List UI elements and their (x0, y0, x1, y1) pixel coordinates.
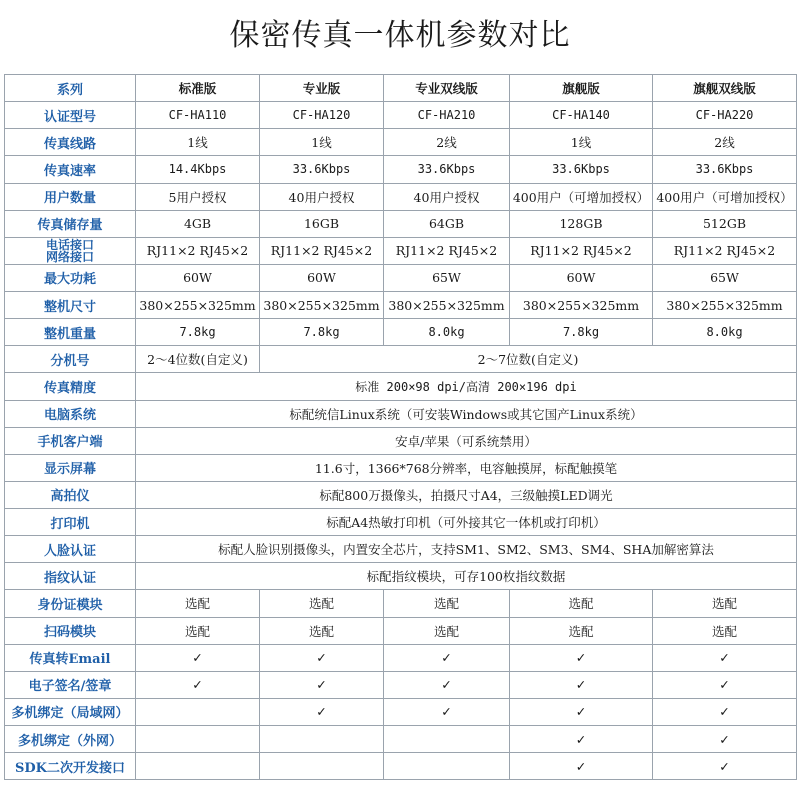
table-cell: 380×255×325mm (653, 292, 797, 319)
table-cell-merged: 2～7位数(自定义) (260, 346, 797, 373)
table-cell-merged: 标配A4热敏打印机（可外接其它一体机或打印机） (136, 509, 797, 536)
table-row (5, 319, 797, 346)
table-cell: RJ11×2 RJ45×2 (136, 237, 260, 264)
row-header-size: 整机尺寸 (5, 292, 136, 319)
table-cell: 380×255×325mm (260, 292, 384, 319)
row-header-sdk: SDK二次开发接口 (5, 753, 136, 780)
row-header-wan: 多机绑定（外网） (5, 726, 136, 753)
table-cell (260, 726, 384, 753)
table-row (5, 210, 797, 237)
table-row (5, 698, 797, 725)
table-cell: 选配 (510, 590, 653, 617)
row-header-finger: 指纹认证 (5, 563, 136, 590)
row-header-lines: 传真线路 (5, 129, 136, 156)
row-header-users: 用户数量 (5, 183, 136, 210)
table-cell: 380×255×325mm (510, 292, 653, 319)
row-header-cert: 认证型号 (5, 102, 136, 129)
table-cell-merged: 标准 200×98 dpi/高清 200×196 dpi (136, 373, 797, 400)
row-header-email: 传真转Email (5, 644, 136, 671)
row-header-series: 系列 (5, 75, 136, 102)
check-icon: ✓ (510, 726, 653, 753)
table-row (5, 346, 797, 373)
table-row (5, 373, 797, 400)
row-header-power: 最大功耗 (5, 264, 136, 291)
table-row (5, 753, 797, 780)
table-cell: RJ11×2 RJ45×2 (653, 237, 797, 264)
table-cell (384, 753, 510, 780)
check-icon: ✓ (384, 671, 510, 698)
table-cell: 7.8kg (510, 319, 653, 346)
row-header-screen: 显示屏幕 (5, 454, 136, 481)
row-header-lan: 多机绑定（局域网） (5, 698, 136, 725)
table-cell: 选配 (384, 590, 510, 617)
table-cell (136, 698, 260, 725)
check-icon: ✓ (260, 698, 384, 725)
table-cell: 4GB (136, 210, 260, 237)
table-row (5, 481, 797, 508)
table-cell: 8.0kg (653, 319, 797, 346)
table-row (5, 292, 797, 319)
model-header-flagship: 旗舰版 (510, 75, 653, 102)
table-cell: 1线 (136, 129, 260, 156)
table-cell: 选配 (136, 617, 260, 644)
row-header-speed: 传真速率 (5, 156, 136, 183)
table-cell: 33.6Kbps (260, 156, 384, 183)
table-cell: RJ11×2 RJ45×2 (384, 237, 510, 264)
table-row (5, 590, 797, 617)
table-cell-merged: 安卓/苹果（可系统禁用） (136, 427, 797, 454)
table-cell: CF-HA210 (384, 102, 510, 129)
check-icon: ✓ (510, 753, 653, 780)
row-header-idcard: 身份证模块 (5, 590, 136, 617)
table-cell (136, 726, 260, 753)
row-header-printer: 打印机 (5, 509, 136, 536)
row-header-scan: 扫码模块 (5, 617, 136, 644)
check-icon: ✓ (136, 671, 260, 698)
table-row (5, 264, 797, 291)
table-cell: 60W (260, 264, 384, 291)
row-header-camera: 高拍仪 (5, 481, 136, 508)
table-cell: 2线 (384, 129, 510, 156)
table-cell: 40用户授权 (260, 183, 384, 210)
check-icon: ✓ (653, 753, 797, 780)
table-cell: 选配 (510, 617, 653, 644)
check-icon: ✓ (510, 644, 653, 671)
check-icon: ✓ (510, 698, 653, 725)
table-row (5, 563, 797, 590)
table-cell: 选配 (653, 617, 797, 644)
model-header-pro: 专业版 (260, 75, 384, 102)
table-row (5, 509, 797, 536)
table-cell: 选配 (384, 617, 510, 644)
table-cell-merged: 标配指纹模块，可存100枚指纹数据 (136, 563, 797, 590)
table-cell: 400用户（可增加授权） (510, 183, 653, 210)
table-cell (136, 753, 260, 780)
table-cell: 380×255×325mm (384, 292, 510, 319)
table-row (5, 536, 797, 563)
row-header-face: 人脸认证 (5, 536, 136, 563)
row-header-ext: 分机号 (5, 346, 136, 373)
table-row (5, 427, 797, 454)
row-header-phone-port: 电话接口 (45, 237, 94, 252)
table-cell: 2～4位数(自定义) (136, 346, 260, 373)
row-header-mobile: 手机客户端 (5, 427, 136, 454)
table-cell: 5用户授权 (136, 183, 260, 210)
row-header-ports (5, 237, 136, 264)
table-cell: 7.8kg (136, 319, 260, 346)
table-row (5, 156, 797, 183)
table-row (5, 644, 797, 671)
table-cell (260, 753, 384, 780)
table-cell-merged: 11.6寸，1366*768分辨率，电容触摸屏，标配触摸笔 (136, 454, 797, 481)
row-header-storage: 传真储存量 (5, 210, 136, 237)
table-cell: 16GB (260, 210, 384, 237)
table-cell: 512GB (653, 210, 797, 237)
table-cell-merged: 标配人脸识别摄像头，内置安全芯片，支持SM1、SM2、SM3、SM4、SHA加解密算法 (136, 536, 797, 563)
row-header-sign: 电子签名/签章 (5, 671, 136, 698)
model-header-pro-dual: 专业双线版 (384, 75, 510, 102)
table-cell: 128GB (510, 210, 653, 237)
table-cell: 400用户（可增加授权） (653, 183, 797, 210)
check-icon: ✓ (653, 726, 797, 753)
check-icon: ✓ (653, 698, 797, 725)
table-cell-merged: 标配800万摄像头，拍摄尺寸A4，三级触摸LED调光 (136, 481, 797, 508)
table-row (5, 671, 797, 698)
spec-comparison-table (4, 74, 797, 780)
table-cell: 2线 (653, 129, 797, 156)
table-row (5, 454, 797, 481)
table-cell: 60W (136, 264, 260, 291)
row-header-precision: 传真精度 (5, 373, 136, 400)
table-cell: CF-HA140 (510, 102, 653, 129)
check-icon: ✓ (260, 644, 384, 671)
check-icon: ✓ (136, 644, 260, 671)
model-header-standard: 标准版 (136, 75, 260, 102)
table-cell: RJ11×2 RJ45×2 (260, 237, 384, 264)
check-icon: ✓ (653, 671, 797, 698)
table-cell: CF-HA110 (136, 102, 260, 129)
check-icon: ✓ (260, 671, 384, 698)
table-row (5, 129, 797, 156)
table-cell: 1线 (510, 129, 653, 156)
table-row (5, 237, 797, 264)
table-header-row (5, 75, 797, 102)
row-header-weight: 整机重量 (5, 319, 136, 346)
table-row (5, 400, 797, 427)
table-cell: 60W (510, 264, 653, 291)
table-cell: 33.6Kbps (384, 156, 510, 183)
table-cell: 65W (384, 264, 510, 291)
row-header-os: 电脑系统 (5, 400, 136, 427)
table-cell: 选配 (653, 590, 797, 617)
table-row (5, 617, 797, 644)
table-cell: 选配 (260, 617, 384, 644)
table-cell: 14.4Kbps (136, 156, 260, 183)
table-cell: 选配 (260, 590, 384, 617)
table-cell: 选配 (136, 590, 260, 617)
check-icon: ✓ (384, 644, 510, 671)
page-title: 保密传真一体机参数对比 (229, 18, 571, 53)
table-cell (384, 726, 510, 753)
check-icon: ✓ (384, 698, 510, 725)
table-cell: 7.8kg (260, 319, 384, 346)
table-cell: CF-HA220 (653, 102, 797, 129)
table-cell: 33.6Kbps (510, 156, 653, 183)
table-row (5, 102, 797, 129)
table-cell: 64GB (384, 210, 510, 237)
table-cell: 65W (653, 264, 797, 291)
table-row (5, 726, 797, 753)
row-header-network-port: 网络接口 (45, 249, 94, 264)
table-row (5, 183, 797, 210)
table-cell: 1线 (260, 129, 384, 156)
table-cell: 40用户授权 (384, 183, 510, 210)
table-cell: 33.6Kbps (653, 156, 797, 183)
model-header-flagship-dual: 旗舰双线版 (653, 75, 797, 102)
table-cell: RJ11×2 RJ45×2 (510, 237, 653, 264)
table-cell: 380×255×325mm (136, 292, 260, 319)
check-icon: ✓ (653, 644, 797, 671)
table-cell: 8.0kg (384, 319, 510, 346)
table-cell: CF-HA120 (260, 102, 384, 129)
table-cell-merged: 标配统信Linux系统（可安装Windows或其它国产Linux系统） (136, 400, 797, 427)
check-icon: ✓ (510, 671, 653, 698)
